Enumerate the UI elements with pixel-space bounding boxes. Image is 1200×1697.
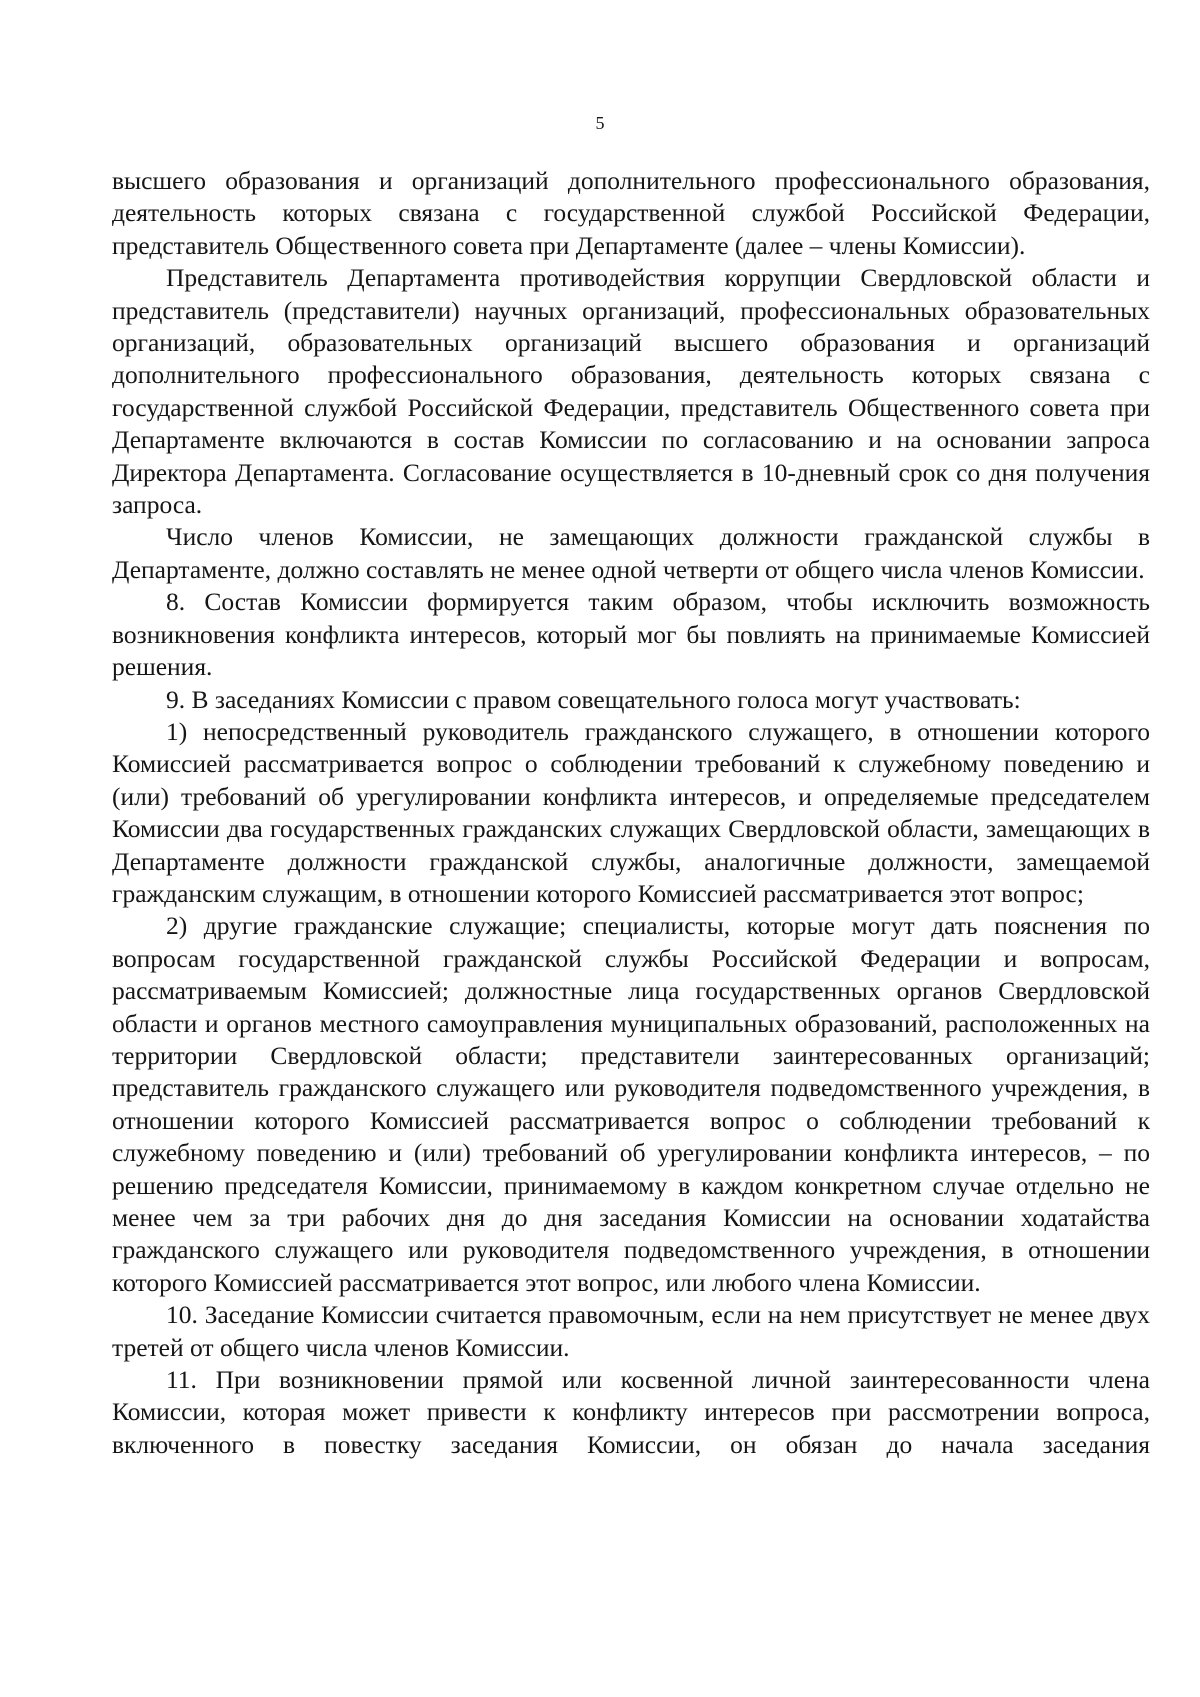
paragraph-item-9-sub-2: 2) другие гражданские служащие; специалисты, которые могут дать пояснения по вопросам государственной гражданской службы Российской Федерации и вопросам, рассматриваемым Комиссией; должностные лица государственных органов Свердловской области и органов местного самоуправления муниципальных образований, расположенных на территории Свердловской области; представители заинтересованных организаций; представитель гражданского служащего или руководителя подведомственного учреждения, в отношении которого Комиссией рассматривается вопрос о соблюдении требований к служебному поведению и (или) требований об урегулировании конфликта интересов, – по решению председателя Комиссии, принимаемому в каждом конкретном случае отдельно не менее чем за три рабочих дня до дня заседания Комиссии на основании ходатайства гражданского служащего или руководителя подведомственного учреждения, в отношении которого Комиссией рассматривается этот вопрос, или любого члена Комиссии. bbox=[112, 911, 1150, 1297]
paragraph-members-quota: Число членов Комиссии, не замещающих должности гражданской службы в Департаменте, должно составлять не менее одной четверти от общего числа членов Комиссии. bbox=[112, 522, 1150, 584]
document-body bbox=[112, 165, 1150, 1461]
page-number: 5 bbox=[595, 113, 605, 133]
paragraph-item-9-sub-1: 1) непосредственный руководитель гражданского служащего, в отношении которого Комиссией рассматривается вопрос о соблюдении требований к служебному поведению и (или) требований об урегулировании конфликта интересов, и определяемые председателем Комиссии два государственных гражданских служащих Свердловской области, замещающих в Департаменте должности гражданской службы, аналогичные должности, замещаемой гражданским служащим, в отношении которого Комиссией рассматривается этот вопрос; bbox=[112, 716, 1150, 908]
paragraph-item-10: 10. Заседание Комиссии считается правомочным, если на нем присутствует не менее двух третей от общего числа членов Комиссии. bbox=[112, 1300, 1150, 1362]
paragraph-item-11: 11. При возникновении прямой или косвенной личной заинтересованности члена Комиссии, которая может привести к конфликту интересов при рассмотрении вопроса, включенного в повестку заседания Комиссии, он обязан до начала заседания bbox=[112, 1365, 1150, 1459]
paragraph-continuation: высшего образования и организаций дополнительного профессионального образования, деятельность которых связана с государственной службой Российской Федерации, представитель Общественного совета при Департаменте (далее – члены Комиссии). bbox=[112, 166, 1150, 260]
paragraph-item-8: 8. Состав Комиссии формируется таким образом, чтобы исключить возможность возникновения конфликта интересов, который мог бы повлиять на принимаемые Комиссией решения. bbox=[112, 587, 1150, 682]
paragraph-item-9: 9. В заседаниях Комиссии с правом совещательного голоса могут участвовать: bbox=[166, 684, 1021, 714]
paragraph-composition-agreement: Представитель Департамента противодействия коррупции Свердловской области и представитель (представители) научных организаций, профессиональных образовательных организаций, образовательных организаций высшего образования и организаций дополнительного профессионального образования, деятельность которых связана с государственной службой Российской Федерации, представитель Общественного совета при Департаменте включаются в состав Комиссии по согласованию и на основании запроса Директора Департамента. Согласование осуществляется в 10-дневный срок со дня получения запроса. bbox=[112, 263, 1150, 520]
